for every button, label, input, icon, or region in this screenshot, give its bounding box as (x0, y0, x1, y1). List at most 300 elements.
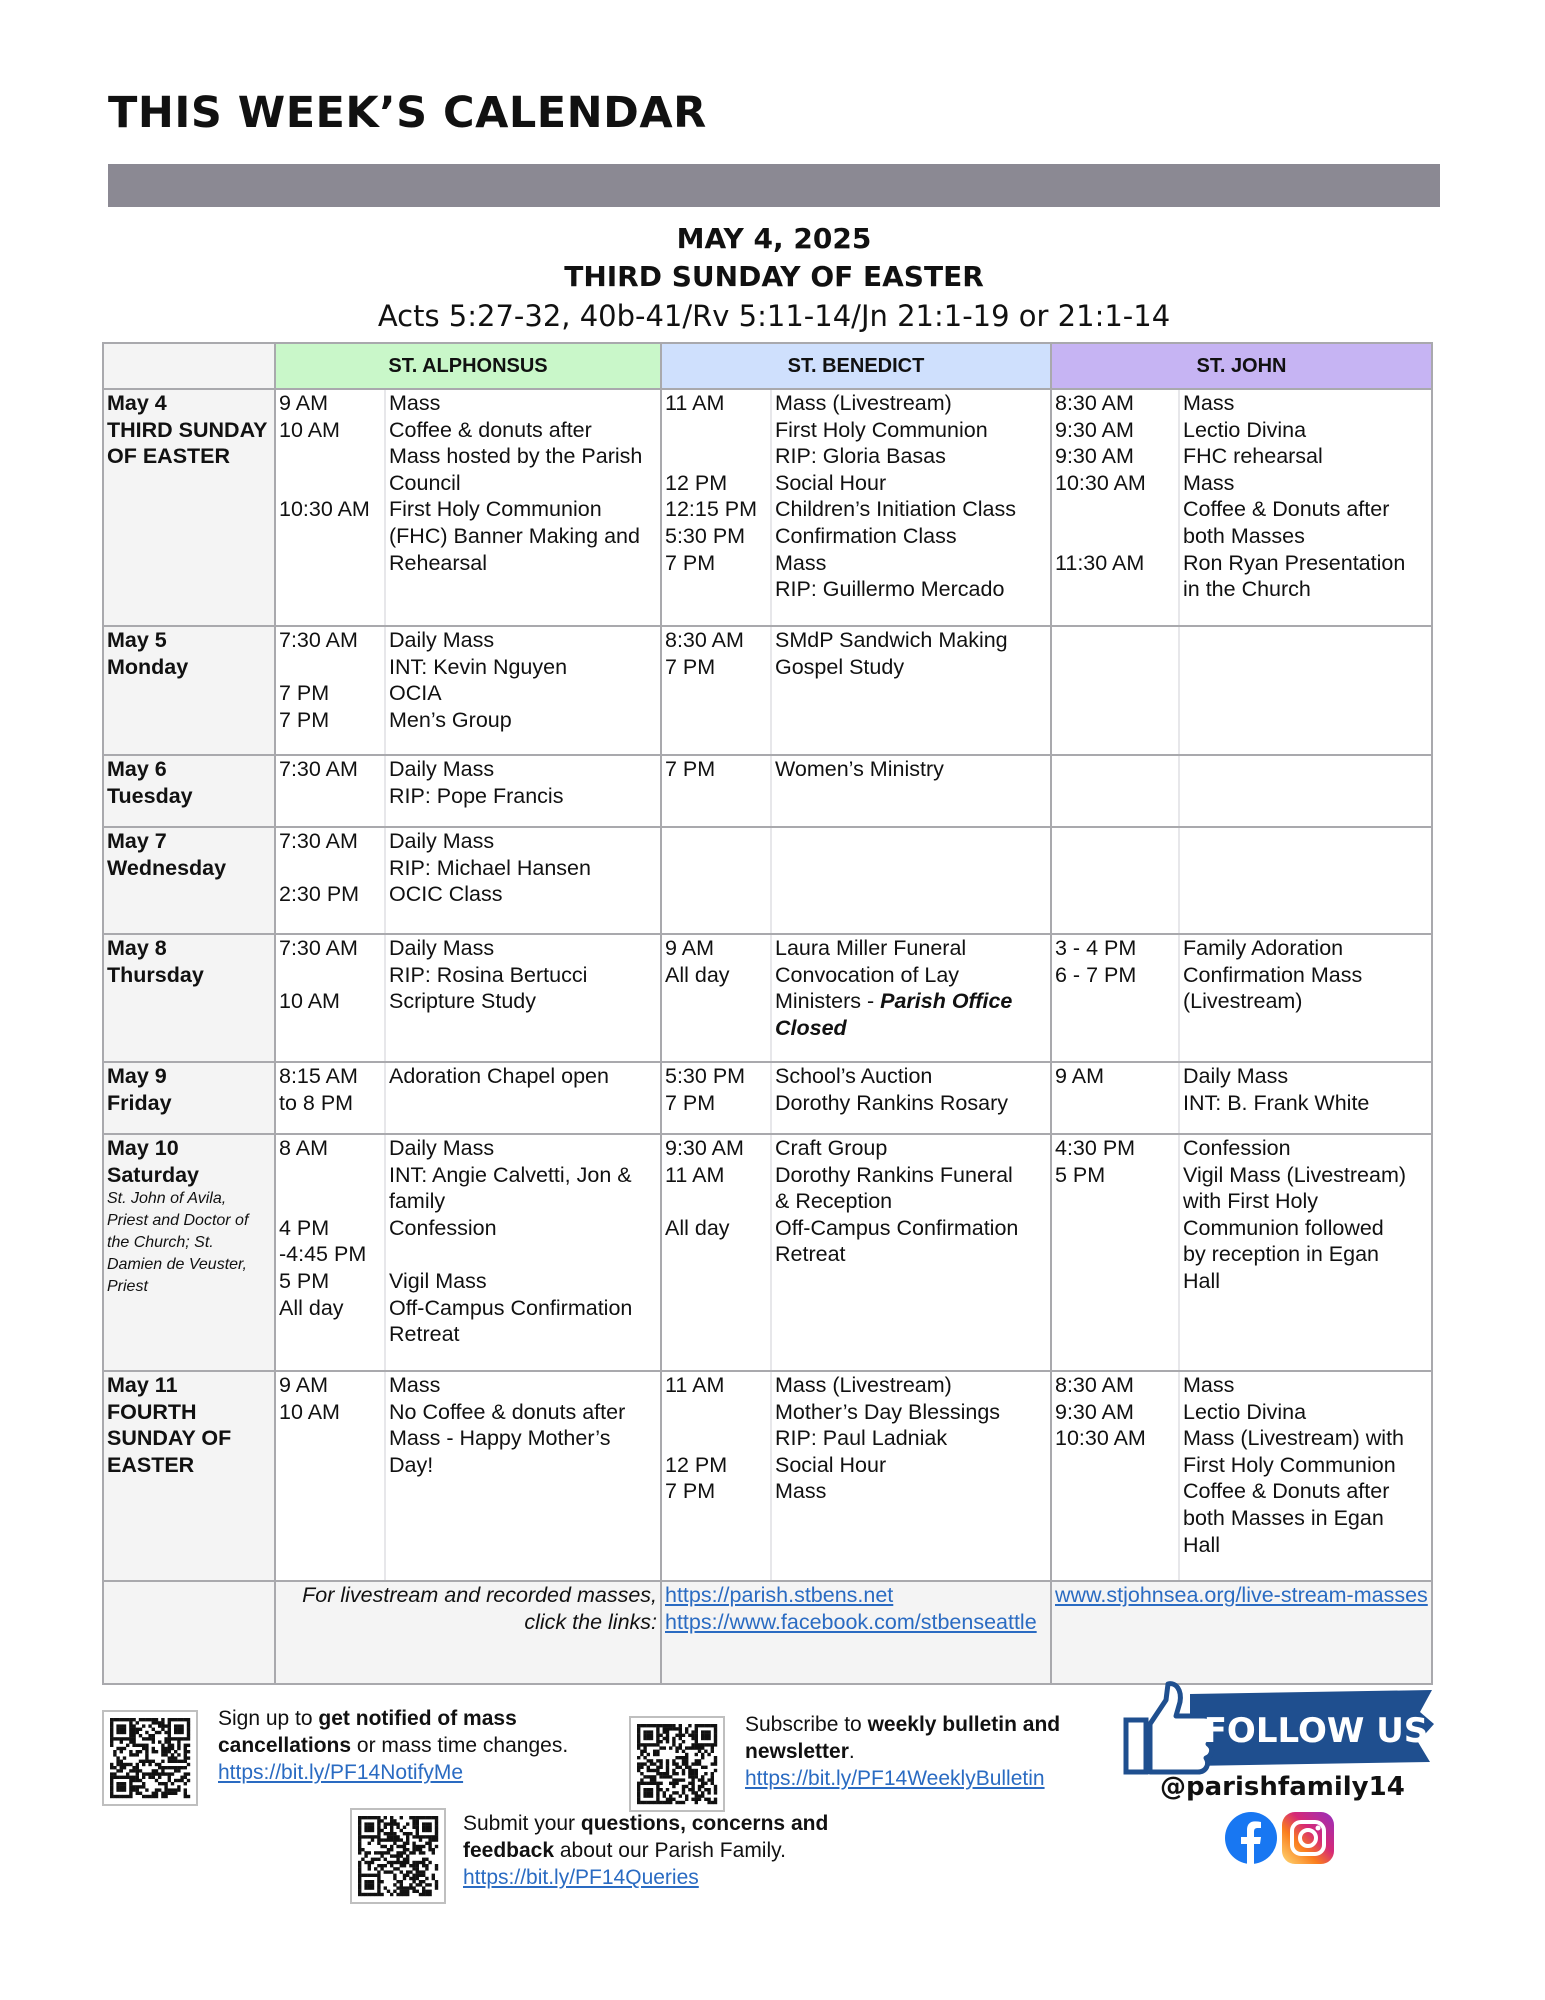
benedict-events-cell (771, 1062, 1051, 1134)
day-date: May 9 (107, 1064, 167, 1088)
event-description: Gospel Study (775, 654, 905, 679)
event-description: INT: B. Frank White (1183, 1090, 1370, 1115)
st-benedict-facebook-link[interactable]: https://www.facebook.com/stbenseattle (665, 1609, 1037, 1634)
event-description: Mass hosted by the Parish (389, 444, 643, 469)
livestream-day-cell (103, 1581, 275, 1684)
event-time (1055, 496, 1178, 523)
calendar-day-row (103, 1134, 1432, 1371)
event-description: Mass (389, 1373, 441, 1397)
bulletin-qr-code (629, 1716, 725, 1812)
event-description: Daily Mass (389, 936, 495, 960)
event-time (665, 988, 770, 1015)
follow-us-text: FOLLOW US (1203, 1711, 1429, 1751)
st-john-livestream-link[interactable]: www.stjohnsea.org/live-stream-masses (1055, 1583, 1428, 1607)
day-name: Wednesday (107, 855, 227, 880)
event-time: 10 AM (279, 1399, 340, 1424)
event-description (775, 881, 1047, 908)
event-description (775, 828, 1047, 855)
john-events-cell (1179, 1134, 1432, 1371)
benedict-events-cell (771, 827, 1051, 934)
event-description: FHC rehearsal (1183, 444, 1323, 469)
event-time: 7:30 AM (279, 829, 358, 853)
alphonsus-events-cell (385, 1371, 661, 1581)
event-time: 4 PM (279, 1215, 330, 1240)
event-time: 7 PM (279, 681, 330, 706)
event-time: 9:30 AM (1055, 444, 1134, 469)
event-time: 12 PM (665, 1452, 728, 1477)
event-description (1183, 828, 1428, 855)
event-description: INT: Angie Calvetti, Jon & (389, 1162, 632, 1187)
event-time (1055, 627, 1178, 654)
bulletin-post-text: . (848, 1740, 855, 1763)
event-time (1055, 523, 1178, 550)
event-time (279, 783, 384, 810)
benedict-times-cell (661, 1371, 771, 1581)
day-name: FOURTH SUNDAY OF EASTER (107, 1399, 232, 1477)
notify-link[interactable]: https://bit.ly/PF14NotifyMe (218, 1761, 464, 1784)
event-description: Mass (1183, 1373, 1235, 1397)
event-time: 10:30 AM (1055, 1426, 1146, 1451)
event-time (665, 576, 770, 603)
header-day-column (103, 343, 275, 389)
event-time: 9:30 AM (1055, 1399, 1134, 1424)
event-description: Hall (1183, 1532, 1221, 1557)
event-description: Mother’s Day Blessings (775, 1399, 1001, 1424)
event-description: Women’s Ministry (775, 757, 944, 781)
john-events-cell (1179, 1062, 1432, 1134)
instagram-icon[interactable] (1282, 1812, 1334, 1864)
queries-bold-text: questions, concerns and feedback (463, 1812, 829, 1862)
john-events-cell (1179, 389, 1432, 626)
event-description: Day! (389, 1452, 434, 1477)
event-time: -4:45 PM (279, 1242, 367, 1267)
event-description: Lectio Divina (1183, 417, 1307, 442)
weekly-calendar-table (102, 342, 1433, 1685)
event-time (279, 1452, 384, 1479)
queries-post-text: about our Parish Family. (554, 1839, 786, 1862)
event-time (279, 654, 384, 681)
day-name: Thursday (107, 962, 204, 987)
john-events-cell (1179, 934, 1432, 1062)
event-description: Mass (775, 1479, 827, 1504)
event-description: First Holy Communion (775, 417, 988, 442)
event-time (279, 962, 384, 989)
event-description: Confirmation Mass (1183, 962, 1363, 987)
bulletin-pre-text: Subscribe to (745, 1713, 868, 1736)
event-time: 11 AM (665, 391, 725, 415)
event-time (1055, 828, 1178, 855)
event-description: Children’s Initiation Class (775, 497, 1016, 522)
event-time (1055, 1505, 1178, 1532)
event-time (1055, 988, 1178, 1015)
date-header (108, 220, 1440, 336)
event-time (279, 523, 384, 550)
event-time: 10 AM (279, 417, 340, 442)
header-st-benedict: ST. BENEDICT (661, 343, 1051, 389)
event-time: 5:30 PM (665, 523, 746, 548)
event-time: 7:30 AM (279, 628, 358, 652)
day-cell (103, 626, 275, 755)
event-time: 9 AM (665, 936, 714, 960)
event-time: 8:30 AM (1055, 1373, 1134, 1397)
calendar-day-row (103, 389, 1432, 626)
day-name: Saturday (107, 1162, 200, 1187)
event-time: 7 PM (279, 707, 330, 732)
follow-us-badge (1120, 1676, 1435, 1776)
event-description: RIP: Guillermo Mercado (775, 577, 1005, 602)
day-cell (103, 755, 275, 827)
event-description: Daily Mass (389, 628, 495, 652)
john-events-cell (1179, 1371, 1432, 1581)
calendar-day-row (103, 1062, 1432, 1134)
event-description: Family Adoration (1183, 936, 1344, 960)
event-description: Lectio Divina (1183, 1399, 1307, 1424)
alphonsus-events-cell (385, 934, 661, 1062)
event-description: RIP: Pope Francis (389, 783, 564, 808)
alphonsus-events-cell (385, 626, 661, 755)
event-description: Coffee & Donuts after (1183, 1479, 1390, 1504)
event-description: with First Holy (1183, 1189, 1318, 1214)
event-time: 7 PM (665, 1479, 716, 1504)
john-times-cell (1051, 755, 1179, 827)
event-time (1055, 855, 1178, 882)
event-description: Daily Mass (1183, 1064, 1289, 1088)
queries-link[interactable]: https://bit.ly/PF14Queries (463, 1866, 699, 1889)
event-time: 8:15 AM (279, 1064, 358, 1088)
event-description: Dorothy Rankins Rosary (775, 1090, 1009, 1115)
event-time: 5 PM (279, 1268, 330, 1293)
event-time: All day (665, 962, 730, 987)
calendar-day-row (103, 827, 1432, 934)
john-events-cell (1179, 827, 1432, 934)
event-time (279, 1162, 384, 1189)
event-description: Mass (389, 391, 441, 415)
event-time: 9 AM (279, 391, 328, 415)
alphonsus-times-cell (275, 755, 385, 827)
event-time (1055, 1188, 1178, 1215)
event-time: 8:30 AM (665, 628, 744, 652)
liturgical-occasion: THIRD SUNDAY OF EASTER (564, 260, 984, 293)
john-times-cell (1051, 389, 1179, 626)
event-description: Hall (1183, 1268, 1221, 1293)
benedict-times-cell (661, 626, 771, 755)
event-description: Scripture Study (389, 989, 536, 1014)
event-time (1055, 756, 1178, 783)
event-description: Off-Campus Confirmation (775, 1215, 1019, 1240)
event-time (279, 443, 384, 470)
event-time: 7:30 AM (279, 757, 358, 781)
event-time: 12:15 PM (665, 497, 758, 522)
event-description: Ron Ryan Presentation (1183, 550, 1406, 575)
event-time: 6 - 7 PM (1055, 962, 1137, 987)
queries-pre-text: Submit your (463, 1812, 581, 1835)
event-time: 10:30 AM (279, 497, 370, 522)
event-time: 11 AM (665, 1373, 725, 1397)
john-times-cell (1051, 1371, 1179, 1581)
event-description: & Reception (775, 1189, 893, 1214)
benedict-times-cell (661, 389, 771, 626)
event-description (1183, 855, 1428, 882)
event-time: 9 AM (1055, 1064, 1104, 1088)
alphonsus-times-cell (275, 934, 385, 1062)
event-time: 5:30 PM (665, 1064, 746, 1088)
event-time: 7:30 AM (279, 936, 358, 960)
event-time (665, 417, 770, 444)
day-date: May 6 (107, 757, 167, 781)
event-description (1183, 627, 1428, 654)
event-time: 10 AM (279, 989, 340, 1014)
social-handle: @parishfamily14 (1160, 1772, 1405, 1802)
event-description: both Masses in Egan (1183, 1505, 1384, 1530)
event-time (1055, 1090, 1178, 1117)
calendar-day-row (103, 1371, 1432, 1581)
event-time: 10:30 AM (1055, 470, 1146, 495)
benedict-events-cell (771, 755, 1051, 827)
alphonsus-times-cell (275, 1371, 385, 1581)
event-time (279, 1425, 384, 1452)
event-time: 5 PM (1055, 1162, 1106, 1187)
event-time: 8:30 AM (1055, 391, 1134, 415)
benedict-times-cell (661, 755, 771, 827)
event-description: Off-Campus Confirmation (389, 1295, 633, 1320)
day-date: May 5 (107, 628, 167, 652)
event-description: OCIA (389, 681, 442, 706)
notify-pre-text: Sign up to (218, 1707, 319, 1730)
event-time: 12 PM (665, 470, 728, 495)
benedict-events-cell (771, 1371, 1051, 1581)
event-time (1055, 576, 1178, 603)
calendar-day-row (103, 626, 1432, 755)
event-time (279, 470, 384, 497)
event-description: Adoration Chapel open (389, 1064, 609, 1088)
notify-post-text: or mass time changes. (351, 1734, 569, 1757)
event-description: Coffee & Donuts after (1183, 497, 1390, 522)
event-description: Mass (1183, 470, 1235, 495)
notify-bold-text: get notified of mass cancellations (218, 1707, 517, 1757)
benedict-times-cell (661, 1134, 771, 1371)
event-time (665, 1188, 770, 1215)
event-time (665, 828, 770, 855)
event-description: Convocation of Lay (775, 962, 960, 987)
event-description (1183, 756, 1428, 783)
event-description: Daily Mass (389, 1136, 495, 1160)
john-times-cell (1051, 626, 1179, 755)
event-description: First Holy Communion (1183, 1452, 1396, 1477)
page-title: THIS WEEK’S CALENDAR (108, 88, 707, 138)
alphonsus-times-cell (275, 389, 385, 626)
event-description: Confirmation Class (775, 523, 957, 548)
event-description: Retreat (389, 1322, 460, 1347)
event-description (775, 988, 1047, 1015)
event-description: Coffee & donuts after (389, 417, 592, 442)
title-divider-bar (108, 164, 1440, 207)
bulletin-promo (745, 1711, 1115, 1792)
john-times-cell (1051, 827, 1179, 934)
event-time (665, 443, 770, 470)
st-john-links (1051, 1581, 1432, 1684)
event-description: Closed (775, 1015, 847, 1040)
office-closed-notice: Parish Office (880, 989, 1013, 1014)
alphonsus-times-cell (275, 1062, 385, 1134)
event-time (1055, 1241, 1178, 1268)
alphonsus-events-cell (385, 1134, 661, 1371)
queries-qr-code (350, 1808, 446, 1904)
event-time: All day (279, 1295, 344, 1320)
event-description: (Livestream) (1183, 989, 1303, 1014)
event-time (279, 1188, 384, 1215)
benedict-events-cell (771, 934, 1051, 1062)
event-time (665, 1015, 770, 1042)
event-description: (FHC) Banner Making and (389, 523, 640, 548)
alphonsus-events-cell (385, 389, 661, 626)
day-date: May 11 (107, 1373, 178, 1397)
day-name: THIRD SUNDAY OF EASTER (107, 417, 268, 469)
event-description (389, 1241, 657, 1268)
john-events-cell (1179, 755, 1432, 827)
event-description: family (389, 1189, 446, 1214)
event-description (1183, 881, 1428, 908)
day-name: Friday (107, 1090, 172, 1115)
day-cell (103, 389, 275, 626)
benedict-events-cell (771, 389, 1051, 626)
event-description: Mass (Livestream) (775, 1373, 952, 1397)
event-description: Dorothy Rankins Funeral (775, 1162, 1013, 1187)
day-date: May 7 (107, 829, 167, 853)
event-description: Retreat (775, 1242, 846, 1267)
event-description: Confession (389, 1215, 497, 1240)
event-description: RIP: Rosina Bertucci (389, 962, 588, 987)
livestream-links-row (103, 1581, 1432, 1684)
event-description: by reception in Egan (1183, 1242, 1380, 1267)
day-name: Monday (107, 654, 189, 679)
john-times-cell (1051, 1134, 1179, 1371)
event-time: 9:30 AM (665, 1136, 744, 1160)
service-date: MAY 4, 2025 (676, 222, 872, 255)
event-time: 11:30 AM (1055, 550, 1145, 575)
day-date: May 8 (107, 936, 167, 960)
event-description: OCIC Class (389, 882, 503, 907)
notify-promo (218, 1705, 618, 1786)
event-description: Confession (1183, 1136, 1291, 1160)
alphonsus-events-cell (385, 1062, 661, 1134)
event-description: Daily Mass (389, 757, 495, 781)
day-cell (103, 1062, 275, 1134)
event-time (665, 1425, 770, 1452)
event-description (775, 855, 1047, 882)
header-st-alphonsus: ST. ALPHONSUS (275, 343, 661, 389)
john-events-cell (1179, 626, 1432, 755)
saint-note: St. John of Avila, Priest and Doctor of the Church; St. Damien de Veuster, Priest (107, 1190, 249, 1296)
day-date: May 10 (107, 1136, 179, 1160)
event-time: 8 AM (279, 1136, 328, 1160)
day-cell (103, 934, 275, 1062)
event-time: 7 PM (665, 550, 716, 575)
event-description: SMdP Sandwich Making (775, 628, 1008, 652)
event-time: 11 AM (665, 1162, 725, 1187)
event-time: 3 - 4 PM (1055, 936, 1137, 960)
event-time: 9:30 AM (1055, 417, 1134, 442)
queries-promo (463, 1810, 863, 1891)
event-time: 2:30 PM (279, 882, 360, 907)
event-description: both Masses (1183, 523, 1305, 548)
bulletin-link[interactable]: https://bit.ly/PF14WeeklyBulletin (745, 1767, 1045, 1790)
notify-qr-code (102, 1710, 198, 1806)
event-description: Mass - Happy Mother’s (389, 1426, 611, 1451)
event-time (1055, 881, 1178, 908)
event-description: Craft Group (775, 1136, 888, 1160)
event-time: 9 AM (279, 1373, 328, 1397)
event-description: INT: Kevin Nguyen (389, 654, 568, 679)
benedict-times-cell (661, 934, 771, 1062)
day-cell (103, 1134, 275, 1371)
event-description: Social Hour (775, 1452, 887, 1477)
event-description: Men’s Group (389, 707, 512, 732)
event-description: Mass (1183, 391, 1235, 415)
event-description: Rehearsal (389, 550, 487, 575)
event-time (1055, 1478, 1178, 1505)
event-description: Vigil Mass (Livestream) (1183, 1162, 1407, 1187)
event-description: Mass (Livestream) (775, 391, 952, 415)
event-time (665, 855, 770, 882)
event-description: in the Church (1183, 577, 1311, 602)
benedict-events-cell (771, 626, 1051, 755)
event-description: RIP: Paul Ladniak (775, 1426, 948, 1451)
facebook-icon[interactable] (1225, 1812, 1277, 1864)
event-description (389, 1090, 657, 1117)
alphonsus-events-cell (385, 755, 661, 827)
event-time: 7 PM (665, 654, 716, 679)
event-time (665, 881, 770, 908)
event-time (665, 1399, 770, 1426)
event-time: 7 PM (665, 757, 716, 781)
event-description: RIP: Michael Hansen (389, 855, 591, 880)
event-description: Laura Miller Funeral (775, 936, 967, 960)
alphonsus-events-cell (385, 827, 661, 934)
event-time (1055, 1215, 1178, 1242)
day-name: Tuesday (107, 783, 193, 808)
st-benedict-parish-link[interactable]: https://parish.stbens.net (665, 1583, 894, 1607)
event-time (1055, 1268, 1178, 1295)
event-time (279, 1321, 384, 1348)
header-st-john: ST. JOHN (1051, 343, 1432, 389)
alphonsus-times-cell (275, 827, 385, 934)
event-time (279, 550, 384, 577)
event-time (1055, 1532, 1178, 1559)
event-description: RIP: Gloria Basas (775, 444, 946, 469)
scripture-readings: Acts 5:27-32, 40b-41/Rv 5:11-14/Jn 21:1-19 or 21:1-14 (377, 299, 1171, 333)
event-description: Council (389, 470, 461, 495)
event-description: Social Hour (775, 470, 887, 495)
benedict-times-cell (661, 1062, 771, 1134)
event-description: Mass (775, 550, 827, 575)
livestream-intro: For livestream and recorded masses, click the links: (275, 1581, 661, 1684)
day-cell (103, 827, 275, 934)
john-times-cell (1051, 1062, 1179, 1134)
event-description: First Holy Communion (389, 497, 602, 522)
event-description: Daily Mass (389, 829, 495, 853)
event-description: Mass (Livestream) with (1183, 1426, 1405, 1451)
alphonsus-times-cell (275, 1134, 385, 1371)
event-description: No Coffee & donuts after (389, 1399, 626, 1424)
calendar-day-row (103, 934, 1432, 1062)
event-time: 4:30 PM (1055, 1136, 1136, 1160)
event-description: School’s Auction (775, 1064, 933, 1088)
st-benedict-links (661, 1581, 1051, 1684)
event-description: Vigil Mass (389, 1268, 487, 1293)
benedict-events-cell (771, 1134, 1051, 1371)
calendar-day-row (103, 755, 1432, 827)
calendar-body (103, 389, 1432, 1581)
